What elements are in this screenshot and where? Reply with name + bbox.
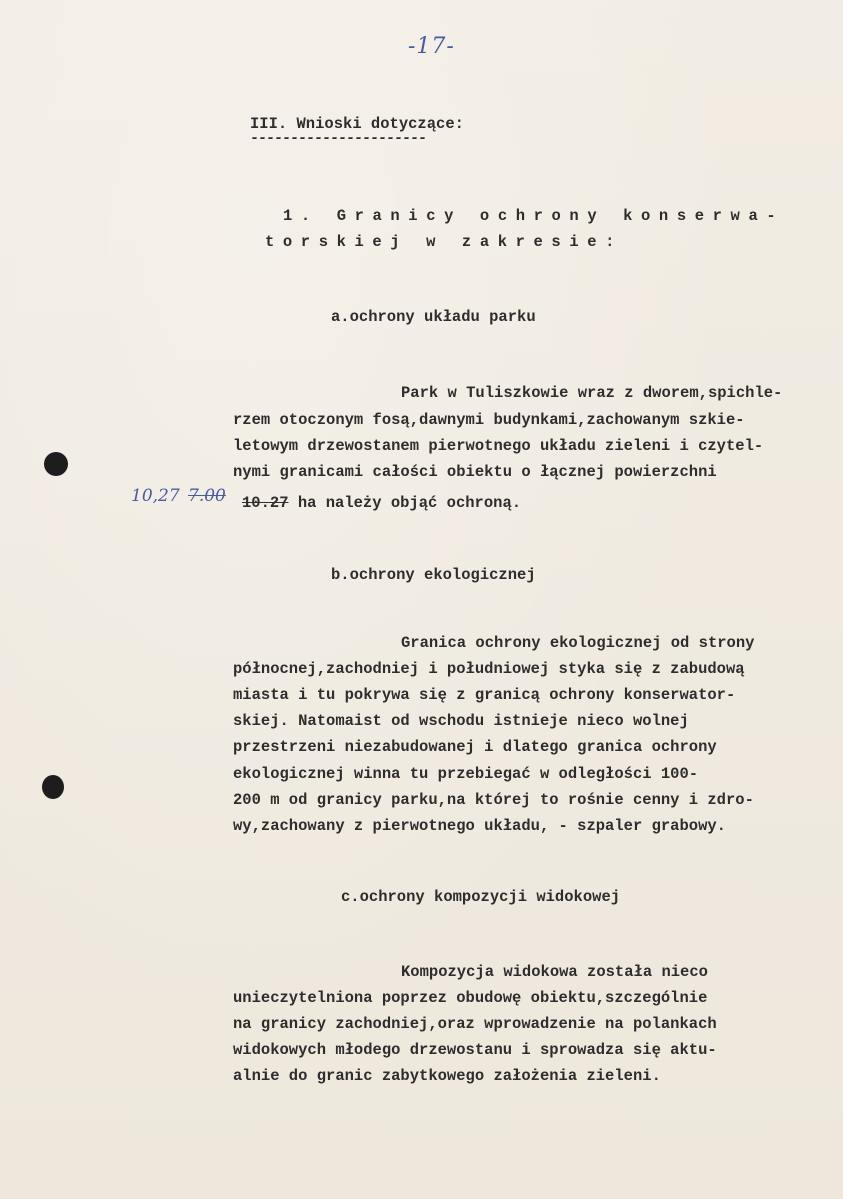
sub-b-line: skiej. Natomaist od wschodu istnieje nieco wolnej — [233, 712, 689, 730]
section-heading-underline: ---------------------- — [250, 130, 427, 147]
sub-b-line: przestrzeni niezabudowanej i dlatego granica ochrony — [233, 738, 717, 756]
struck-area-value: 10.27 — [242, 494, 289, 512]
sub-b-line: ekologicznej winna tu przebiegać w odległości 100- — [233, 765, 699, 783]
sub-c-line: widokowych młodego drzewostanu i sprowadza się aktu- — [233, 1041, 717, 1059]
sub-c-line: alnie do granic zabytkowego założenia zieleni. — [233, 1067, 661, 1085]
item1-line2: torskiej w zakresie: — [265, 233, 624, 251]
punch-hole-top — [44, 452, 68, 476]
sub-a-line: rzem otoczonym fosą,dawnymi budynkami,zachowanym szkie- — [233, 411, 745, 429]
sub-b-line: północnej,zachodniej i południowej styka się z zabudową — [233, 660, 745, 678]
sub-a-line: Park w Tuliszkowie wraz z dworem,spichle- — [401, 384, 783, 402]
punch-hole-bottom — [42, 775, 64, 799]
sub-b-line: Granica ochrony ekologicznej od strony — [401, 634, 755, 652]
sub-c-line: Kompozycja widokowa została nieco — [401, 963, 708, 981]
sub-b-line: miasta i tu pokrywa się z granicą ochrony konserwator- — [233, 686, 736, 704]
sub-c-title: c.ochrony kompozycji widokowej — [341, 888, 621, 906]
sub-b-line: wy,zachowany z pierwotnego układu, - szpaler grabowy. — [233, 817, 726, 835]
sub-b-line: 200 m od granicy parku,na której to rośnie cenny i zdro- — [233, 791, 754, 809]
sub-a-last-line — [242, 494, 521, 512]
sub-b-title: b.ochrony ekologicznej — [331, 566, 536, 584]
section-heading: III. Wnioski dotyczące: — [250, 115, 464, 133]
sub-a-line: letowym drzewostanem pierwotnego układu zieleni i czytel- — [233, 437, 764, 455]
sub-a-last-line-rest: ha należy objąć ochroną. — [288, 494, 522, 512]
item1-line1: 1. Granicy ochrony konserwa- — [283, 207, 785, 225]
sub-c-line: unieczytelniona poprzez obudowę obiektu,szczególnie — [233, 989, 708, 1007]
page-number: -17- — [408, 34, 455, 59]
sub-c-line: na granicy zachodniej,oraz wprowadzenie na polankach — [233, 1015, 717, 1033]
sub-a-title: a.ochrony układu parku — [331, 308, 536, 326]
handwritten-correction: 10,27 — [131, 486, 180, 506]
sub-a-line: nymi granicami całości obiektu o łącznej powierzchni — [233, 463, 717, 481]
handwritten-struck-value: 7.00 — [188, 486, 226, 506]
